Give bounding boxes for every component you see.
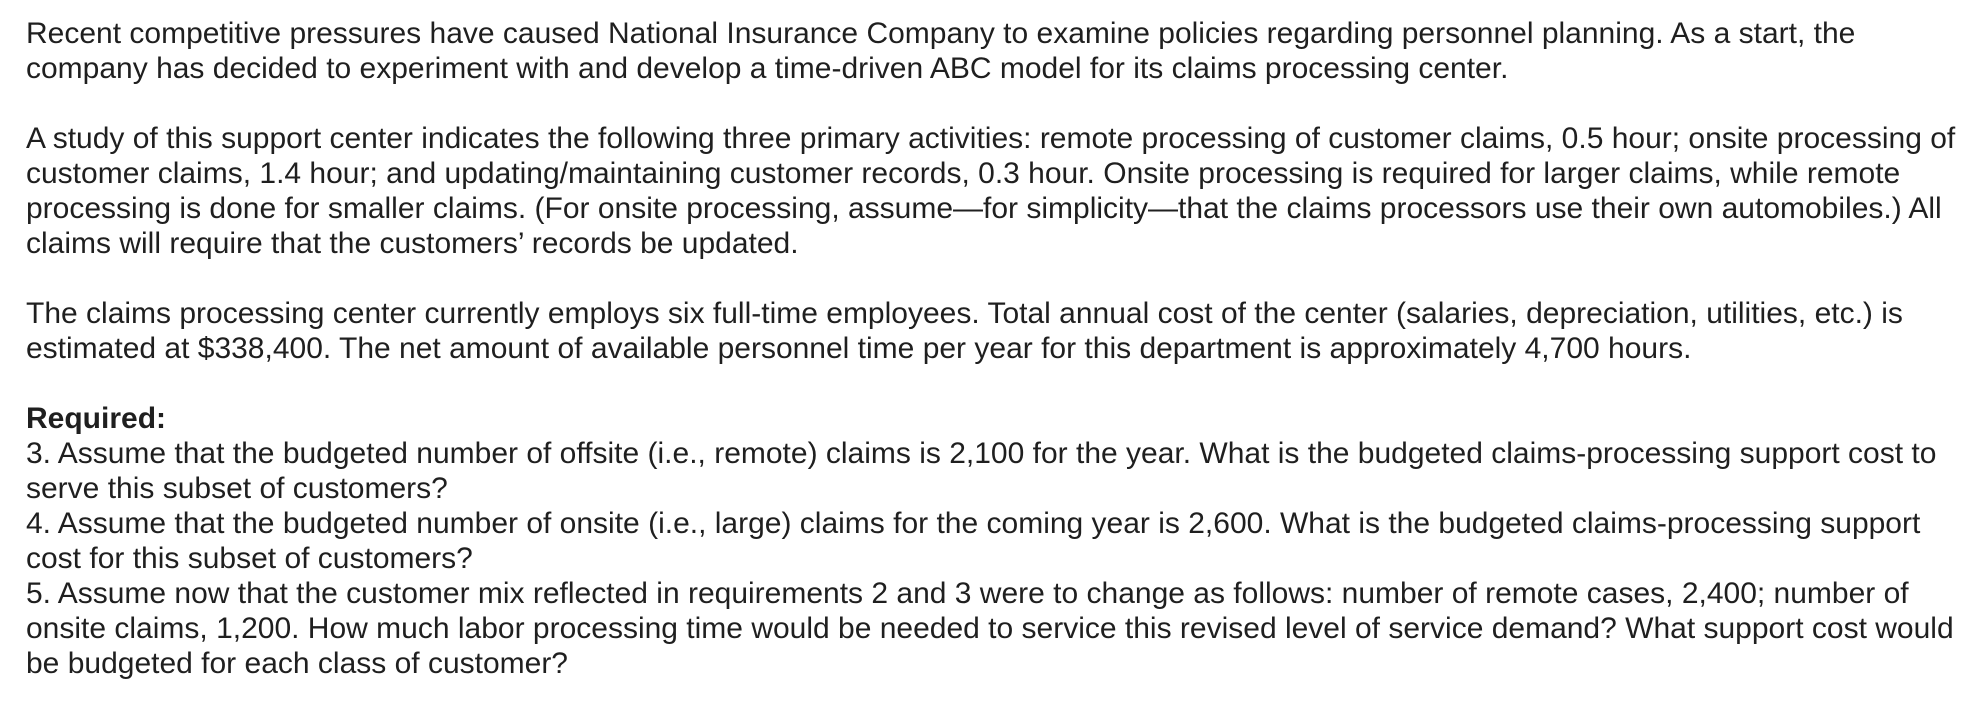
cost-paragraph: The claims processing center currently employs six full-time employees. Total annual cost of the center (salaries, depreciation, utilities, etc.) is estimated at $338,400. The net amount of available personnel time per year for this department is approximately 4,700 hours. (26, 297, 1903, 365)
problem-text (26, 16, 1956, 681)
requirement-3: 3. Assume that the budgeted number of offsite (i.e., remote) claims is 2,100 for the year. What is the budgeted claims-processing support cost to serve this subset of customers? (26, 437, 1937, 505)
intro-paragraph: Recent competitive pressures have caused National Insurance Company to examine policies regarding personnel planning. As a start, the company has decided to experiment with and develop a time-driven ABC model for its claims processing center. (26, 17, 1856, 85)
required-section (26, 401, 1956, 681)
requirement-5: 5. Assume now that the customer mix reflected in requirements 2 and 3 were to change as follows: number of remote cases, 2,400; number of onsite claims, 1,200. How much labor processing time would be needed to service this revised level of service demand? What support cost would be budgeted for each class of customer? (26, 577, 1954, 680)
requirement-4: 4. Assume that the budgeted number of onsite (i.e., large) claims for the coming year is 2,600. What is the budgeted claims-processing support cost for this subset of customers? (26, 507, 1921, 575)
activities-paragraph: A study of this support center indicates the following three primary activities: remote processing of customer claims, 0.5 hour; onsite processing of customer claims, 1.4 hour; and updating/maintaining customer records, 0.3 hour. Onsite processing is required for larger claims, while remote processing is done for smaller claims. (For onsite processing, assume—for simplicity—that the claims processors use their own automobiles.) All claims will require that the customers’ records be updated. (26, 122, 1956, 260)
required-heading: Required: (26, 402, 167, 435)
